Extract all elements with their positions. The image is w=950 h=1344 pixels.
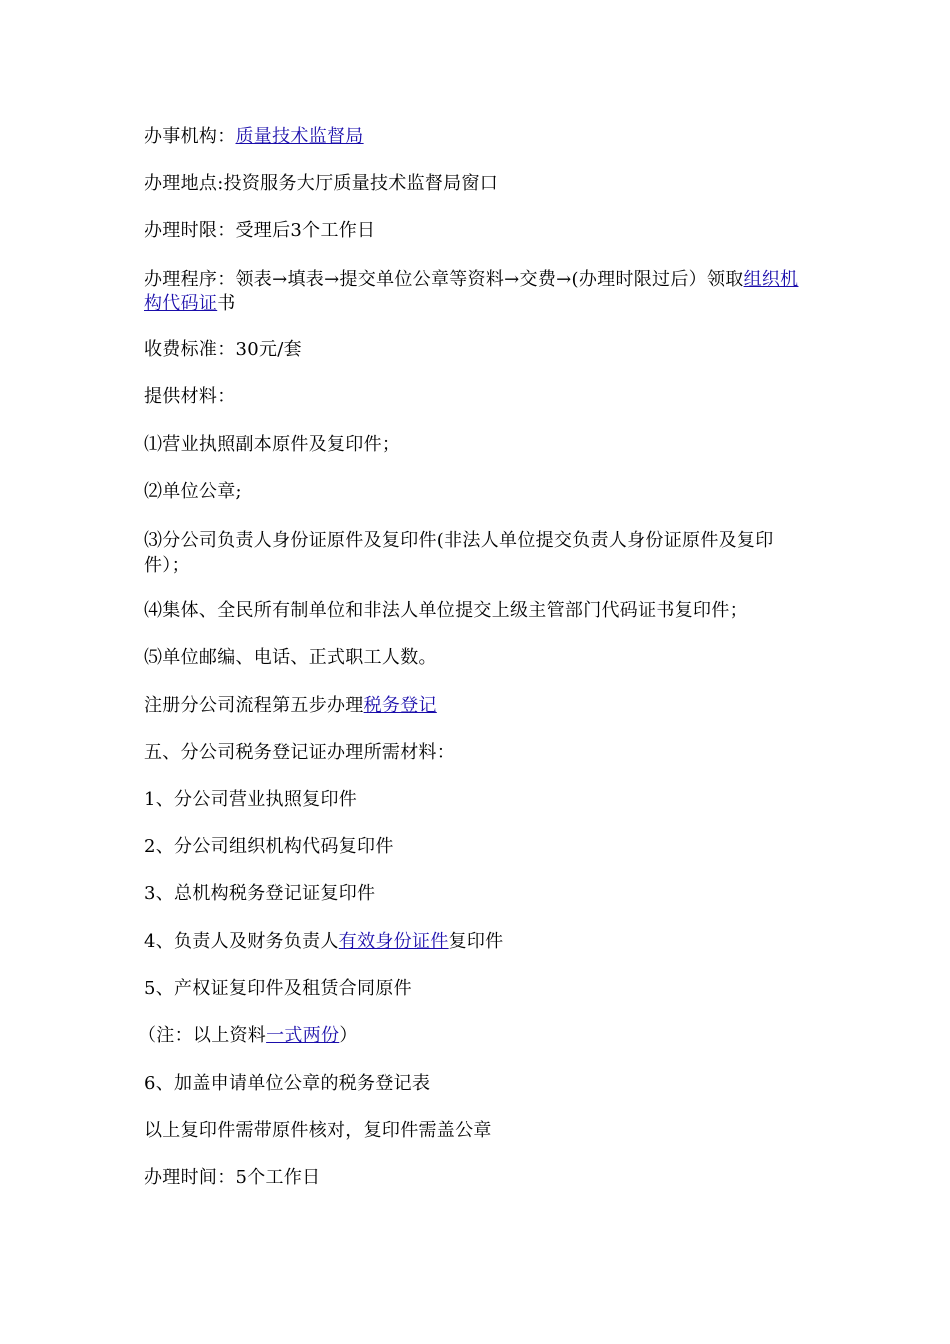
note-suffix: ）: [339, 1025, 358, 1046]
tax-item-5: 5、产权证复印件及租赁合同原件: [144, 978, 412, 999]
procedure-suffix: 书: [217, 293, 236, 314]
fee-line: 收费标准：30元/套: [144, 339, 302, 360]
note-text: （注：以上资料: [138, 1025, 267, 1046]
time-limit-line: 办理时限：受理后3个工作日: [144, 220, 376, 241]
material-item-2: ⑵单位公章;: [144, 481, 242, 502]
organization-code-link[interactable]: 组织机构代码证: [144, 269, 799, 314]
tax-item-4-text: 4、负责人及财务负责人: [144, 931, 339, 952]
agency-label: 办事机构：: [144, 126, 236, 147]
tax-item-3: 3、总机构税务登记证复印件: [144, 883, 376, 904]
material-item-5: ⑸单位邮编、电话、正式职工人数。: [144, 647, 437, 668]
materials-title: 提供材料：: [144, 386, 236, 407]
procedure-text: 办理程序：领表→填表→提交单位公章等资料→交费→(办理时限过后）领取: [144, 269, 744, 290]
material-item-4: ⑷集体、全民所有制单位和非法人单位提交上级主管部门代码证书复印件；: [144, 600, 748, 621]
material-item-3: ⑶分公司负责人身份证原件及复印件(非法人单位提交负责人身份证原件及复印件）；: [144, 530, 774, 576]
agency-line: [144, 126, 814, 148]
material-item-1: ⑴营业执照副本原件及复印件；: [144, 434, 401, 455]
step5-text: 注册分公司流程第五步办理: [144, 695, 364, 716]
tax-item-1: 1、分公司营业执照复印件: [144, 789, 358, 810]
tax-item-2: 2、分公司组织机构代码复印件: [144, 836, 394, 857]
note-line: [138, 1025, 808, 1047]
tax-item-4: [144, 931, 814, 953]
step5-line: [144, 695, 814, 717]
tax-registration-link[interactable]: 税务登记: [363, 695, 437, 716]
agency-link[interactable]: 质量技术监督局: [235, 126, 364, 147]
section5-title: 五、分公司税务登记证办理所需材料：: [144, 742, 456, 763]
duplicate-copies-link[interactable]: 一式两份: [266, 1025, 340, 1046]
valid-id-link[interactable]: 有效身份证件: [338, 931, 449, 952]
location-line: 办理地点:投资服务大厅质量技术监督局窗口: [144, 173, 499, 194]
tax-item-4-suffix: 复印件: [448, 931, 504, 952]
procedure-line: [144, 268, 814, 316]
tax-item-6: 6、加盖申请单位公章的税务登记表: [144, 1073, 431, 1094]
processing-time: 办理时间：5个工作日: [144, 1167, 321, 1188]
verify-note: 以上复印件需带原件核对，复印件需盖公章: [144, 1120, 492, 1141]
